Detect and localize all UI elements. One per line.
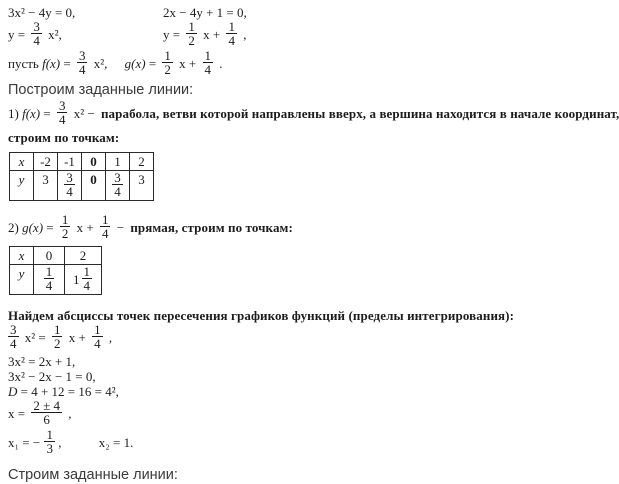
table-x-label: x [10, 153, 34, 171]
fraction-numerator: 1 [94, 322, 101, 337]
fraction-denominator: 4 [83, 278, 90, 293]
fraction-numerator: 1 [228, 19, 235, 34]
fraction-denominator: 6 [31, 412, 62, 427]
given-equation-left: 3x² − 4y = 0, [8, 5, 76, 20]
fraction [52, 323, 63, 351]
solved-for-y-left [8, 19, 163, 50]
eq-token: . [219, 55, 223, 71]
fraction-denominator: 4 [58, 112, 66, 127]
line-description-text: прямая, строим по точкам: [130, 219, 293, 235]
intersection-eq-roots-formula [8, 398, 600, 429]
fraction [8, 323, 19, 351]
fraction-numerator: 1 [83, 264, 90, 279]
intersection-eq-2: 3x² = 2x + 1, [8, 354, 76, 369]
build-lines-heading: Построим заданные линии: [8, 82, 194, 98]
table-cell [34, 265, 65, 295]
table-row-y [10, 265, 102, 295]
eq-token: , [68, 405, 72, 421]
fraction-denominator: 2 [53, 336, 61, 351]
fraction-numerator: 3 [114, 170, 121, 185]
fraction [100, 213, 111, 241]
fraction [31, 399, 62, 427]
table-cell: 2 [65, 247, 102, 265]
fraction-numerator: 3 [58, 98, 66, 113]
table-row-x [10, 153, 154, 171]
fraction-denominator: 4 [33, 33, 40, 48]
fraction-numerator: 2 ± 4 [33, 398, 60, 413]
discriminant-symbol: D [8, 384, 18, 399]
fraction [57, 99, 68, 127]
fraction-numerator: 1 [61, 212, 69, 227]
fraction-numerator: 1 [188, 19, 195, 34]
fraction [112, 171, 123, 199]
table-cell: 1 [106, 153, 130, 171]
fraction [226, 20, 237, 48]
fraction-numerator: 3 [78, 48, 86, 63]
intersection-eq-roots [8, 427, 600, 458]
given-equation-right: 2x − 4y + 1 = 0, [163, 5, 247, 20]
eq-token: x = [8, 405, 26, 421]
eq-token: = − [22, 434, 41, 450]
let-word: пусть [8, 55, 39, 71]
table-cell: 0 [82, 171, 106, 201]
eq-token: = [46, 219, 54, 235]
fraction-numerator: 1 [204, 48, 212, 63]
table-cell: 3 [130, 171, 154, 201]
table-cell: 0 [82, 153, 106, 171]
eq-token: = 1. [113, 434, 134, 450]
fraction-denominator: 3 [46, 441, 53, 456]
final-build-lines-heading: Строим заданные линии: [8, 467, 178, 483]
fraction-denominator: 4 [228, 33, 235, 48]
fraction [162, 49, 173, 77]
fraction-denominator: 4 [101, 226, 109, 241]
fraction [64, 171, 75, 199]
table-row-y [10, 171, 154, 201]
parabola-description-text: парабола, ветви которой направлены вверх, а вершина находится в начале координат, [100, 105, 619, 121]
eq-token: , [243, 26, 247, 42]
fraction-numerator: 1 [46, 427, 53, 442]
eq-token: x + [76, 219, 94, 235]
table-cell: -2 [34, 153, 58, 171]
fraction-denominator: 4 [10, 336, 17, 351]
fraction [92, 323, 103, 351]
fraction-numerator: 1 [164, 48, 171, 63]
fraction-denominator: 4 [114, 184, 121, 199]
intersection-eq-3: 3x² − 2x − 1 = 0, [8, 369, 96, 384]
fraction-denominator: 4 [78, 62, 86, 77]
solved-for-y-right [163, 19, 247, 50]
intersection-eq-1 [8, 322, 600, 353]
line-points-table [9, 246, 102, 295]
table-y-label: y [10, 265, 34, 295]
fraction-numerator: 1 [101, 212, 109, 227]
eq-token: = [148, 55, 157, 71]
fraction-denominator: 4 [204, 62, 212, 77]
eq-token: , [108, 329, 113, 345]
fraction-numerator: 3 [66, 170, 73, 185]
eq-token: = [63, 55, 71, 71]
table-y-label: y [10, 171, 34, 201]
eq-token: y = [8, 26, 26, 42]
table-x-label: x [10, 247, 34, 265]
eq-token: x + [203, 26, 221, 42]
fraction [82, 265, 93, 293]
table-cell: 0 [34, 247, 65, 265]
table-cell [58, 171, 82, 201]
fraction-denominator: 2 [164, 62, 171, 77]
intersection-heading: Найдем абсциссы точек пересечения графиков функций (пределы интегрирования): [8, 308, 515, 323]
parabola-description-line [8, 98, 619, 129]
eq-token: x² − [73, 105, 95, 121]
fraction [77, 49, 88, 77]
fraction-numerator: 3 [33, 19, 40, 34]
root-1-symbol: x₁ [8, 434, 20, 450]
table-cell: 3 [34, 171, 58, 201]
parabola-build-points-line: строим по точкам: [8, 130, 120, 145]
fraction-denominator: 4 [45, 278, 53, 293]
line-description-line [8, 212, 600, 243]
fraction [203, 49, 214, 77]
eq-token: x + [179, 55, 197, 71]
root-2-symbol: x₂ [98, 434, 110, 450]
function-f-name: f(x) [22, 105, 41, 121]
fraction [60, 213, 71, 241]
fraction-numerator: 1 [45, 264, 53, 279]
fraction-numerator: 3 [10, 322, 17, 337]
eq-token: x² = [24, 329, 46, 345]
function-g-name: g(x) [124, 55, 146, 71]
table-row-x [10, 247, 102, 265]
fraction [186, 20, 197, 48]
parabola-points-table [9, 152, 154, 201]
eq-token: y = [163, 26, 181, 42]
item-marker: 1) [8, 105, 19, 121]
fraction-denominator: 2 [188, 33, 195, 48]
fraction [44, 265, 55, 293]
function-f-name: f(x) [42, 55, 61, 71]
functions-definition-line [8, 48, 600, 79]
fraction [44, 428, 55, 456]
eq-token: = [43, 105, 51, 121]
eq-token: − [116, 219, 125, 235]
table-cell [106, 171, 130, 201]
mixed-number-whole: 1 [73, 272, 80, 287]
function-g-name: g(x) [22, 219, 44, 235]
table-cell: 2 [130, 153, 154, 171]
solved-for-y-row [8, 19, 600, 50]
fraction-denominator: 4 [66, 184, 73, 199]
eq-token: = 4 + 12 = 16 = 4², [20, 384, 119, 399]
fraction-denominator: 2 [61, 226, 69, 241]
item-marker: 2) [8, 219, 19, 235]
fraction [31, 20, 42, 48]
table-cell: -1 [58, 153, 82, 171]
eq-token: x + [68, 329, 86, 345]
eq-token: , [58, 434, 62, 450]
intersection-eq-discriminant [8, 384, 600, 400]
fraction-numerator: 1 [53, 322, 61, 337]
fraction-denominator: 4 [94, 336, 101, 351]
eq-token: x², [93, 55, 108, 71]
table-cell [65, 265, 102, 295]
eq-token: x², [48, 26, 62, 42]
given-equations-row [8, 4, 600, 21]
